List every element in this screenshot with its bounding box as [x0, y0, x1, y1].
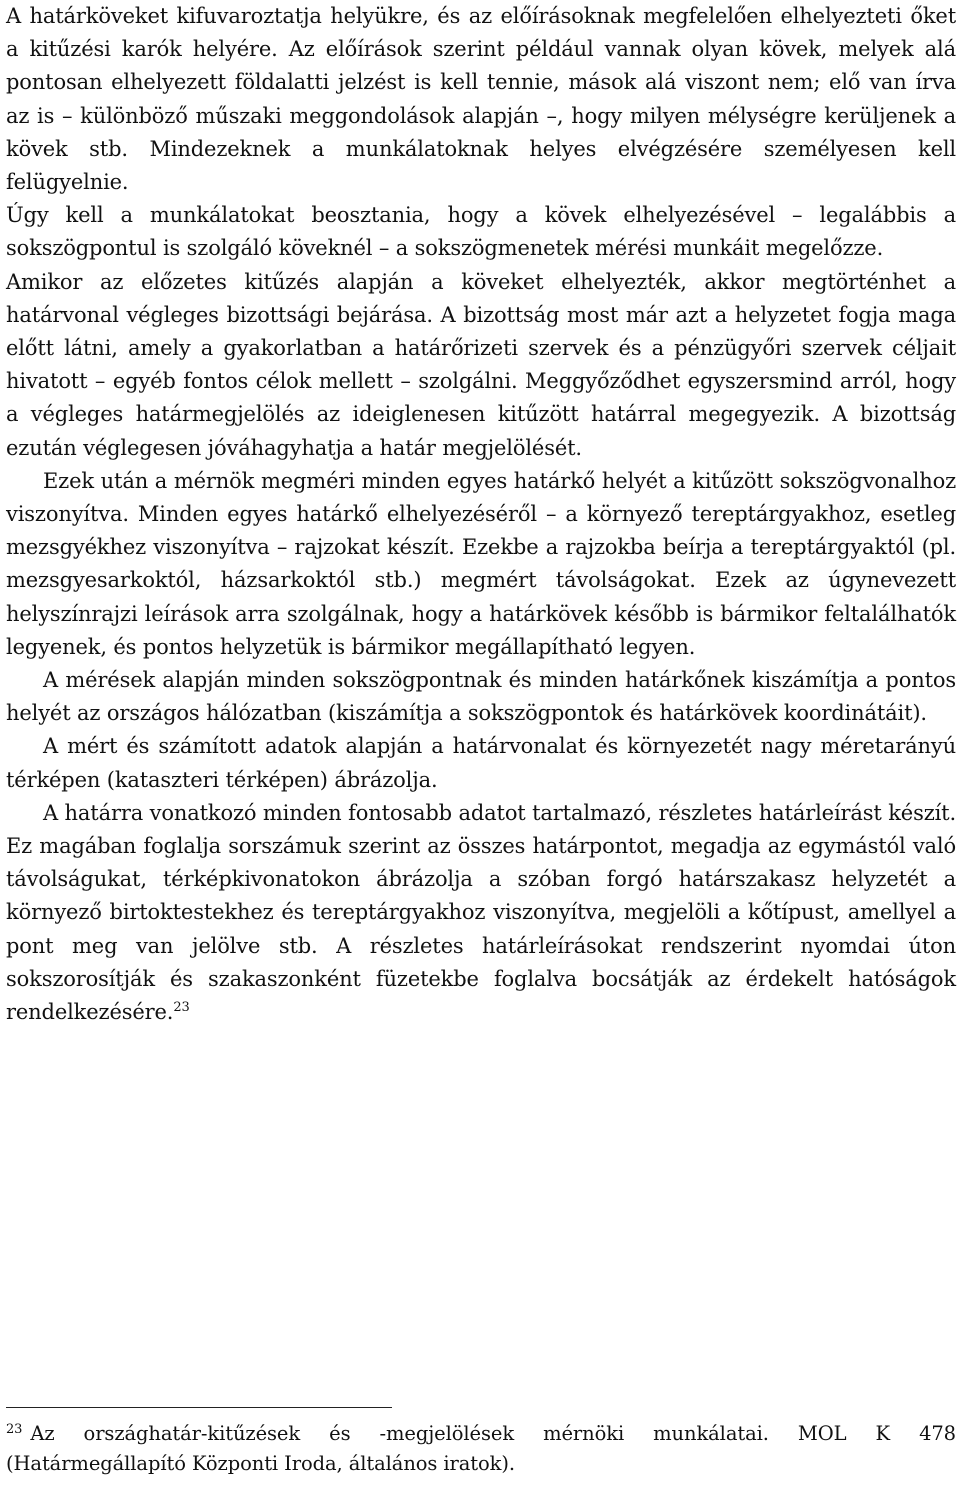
paragraph — [6, 0, 956, 199]
footnote-reference[interactable]: 23 — [173, 1000, 190, 1016]
main-text — [6, 0, 956, 1029]
paragraph-text: Ezek után a mérnök megméri minden egyes határkő helyét a kitűzött sokszögvonalhoz viszonyítva. Minden egyes határkő elhelyezéséről – a környező tereptárgyakhoz, esetleg mezsgyékhez viszonyítva – rajzokat készít. Ezekbe a rajzokba beírja a tereptárgyaktól (pl. mezsgyesarkoktól, házsarkoktól stb.) megmért távolságokat. Ezek az úgynevezett helyszínrajzi leírások arra szolgálnak, hogy a határkövek később is bármikor feltalálhatók legyenek, és pontos helyzetük is bármikor megállapítható legyen. — [6, 468, 956, 659]
paragraph — [6, 199, 956, 265]
paragraph-text: A határra vonatkozó minden fontosabb adatot tartalmazó, részletes határleírást készít. Ez magában foglalja sorszámuk szerint az összes határpontot, megadja az egymástól való távolságukat, térképkivonatokon ábrázolja a szóban forgó határszakasz helyzetét a környező birtoktestekhez és tereptárgyakhoz viszonyítva, megjelöli a kőtípust, amellyel a pont meg van jelölve stb. A részletes határleírásokat rendszerint nyomdai úton sokszorosítják és szakaszonként füzetekbe foglalva bocsátják az érdekelt hatóságok rendelkezésére. — [6, 800, 956, 1025]
paragraph-text: Úgy kell a munkálatokat beosztania, hogy a kövek elhelyezésével – legalábbis a sokszögpontul is szolgáló köveknél – a sokszögmenetek mérési munkáit megelőzze. — [6, 203, 956, 261]
paragraph — [6, 664, 956, 730]
footnote — [6, 1419, 956, 1479]
paragraph — [6, 266, 956, 465]
paragraph-text: A mérések alapján minden sokszögpontnak és minden határkőnek kiszámítja a pontos helyét az országos hálózatban (kiszámítja a sokszögpontok és határkövek koordinátáit). — [6, 668, 956, 726]
footnote-text: Az országhatár-kitűzések és -megjelölések mérnöki munkálatai. MOL K 478 (Határmegállapító Központi Iroda, általános iratok). — [6, 1422, 956, 1475]
paragraph-text: A határköveket kifuvaroztatja helyükre, és az előírásoknak megfelelően elhelyezteti őket a kitűzési karók helyére. Az előírások szerint például vannak olyan kövek, melyek alá pontosan elhelyezett földalatti jelzést is kell tennie, mások alá viszont nem; elő van írva az is – különböző műszaki meggondolások alapján –, hogy milyen mélységre kerüljenek a kövek stb. Mindezeknek a munkálatoknak helyes elvégzésére személyesen kell felügyelnie. — [6, 4, 956, 195]
paragraph-text: A mért és számított adatok alapján a határvonalat és környezetét nagy méretarányú térképen (kataszteri térképen) ábrázolja. — [6, 734, 956, 792]
paragraph — [6, 797, 956, 1029]
footnote-number: 23 — [6, 1421, 23, 1437]
paragraph-text: Amikor az előzetes kitűzés alapján a köveket elhelyezték, akkor megtörténhet a határvonal végleges bizottsági bejárása. A bizottság most már azt a helyzetet fogja maga előtt látni, amely a gyakorlatban a határőrizeti szervek és a pénzügyőri szervek céljait hivatott – egyéb fontos célok mellett – szolgálni. Meggyőződhet egyszersmind arról, hogy a végleges határmegjelölés az ideiglenesen kitűzött határral megegyezik. A bizottság ezután véglegesen jóváhagyhatja a határ megjelölését. — [6, 269, 956, 460]
paragraph — [6, 730, 956, 796]
footnote-separator — [6, 1407, 392, 1408]
page-body — [6, 0, 956, 1029]
paragraph — [6, 465, 956, 664]
